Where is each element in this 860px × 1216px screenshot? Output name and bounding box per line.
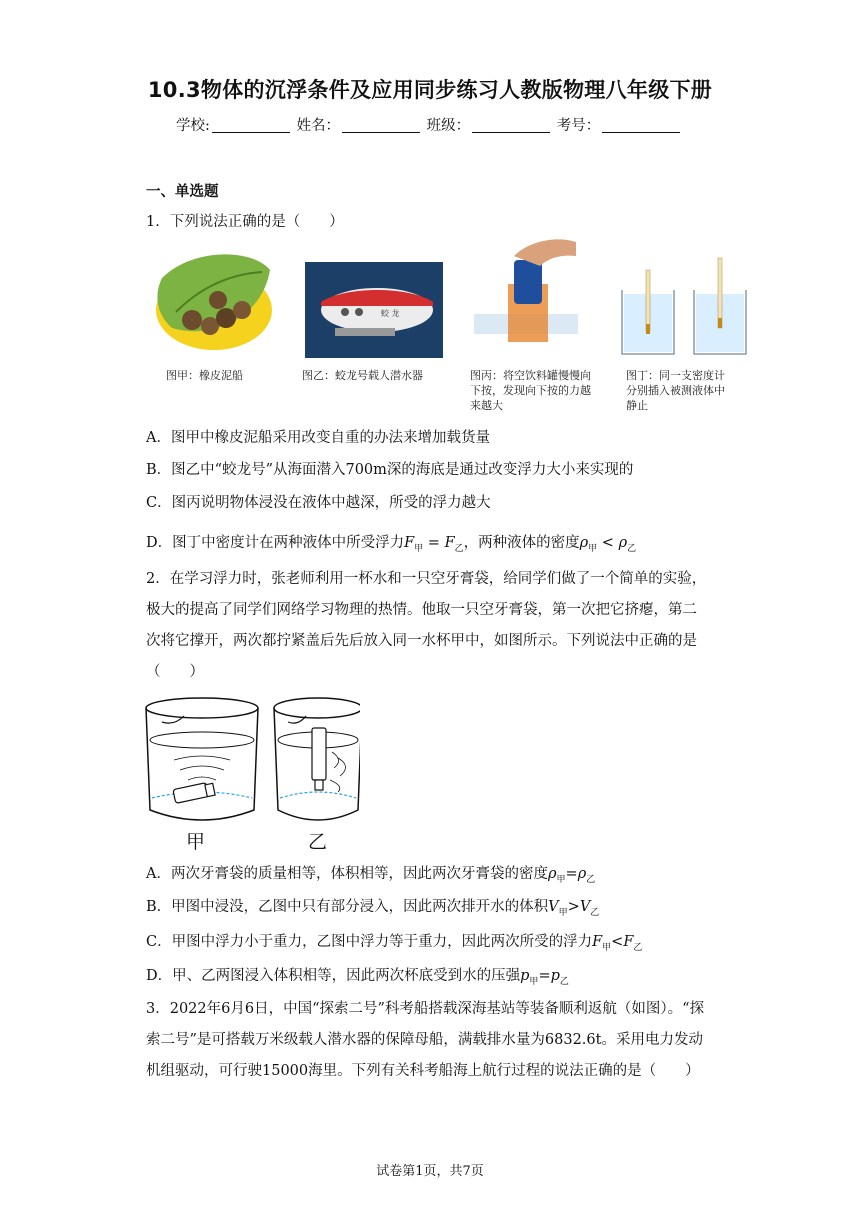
q2-option-d <box>146 964 569 987</box>
page-title: 10.3物体的沉浮条件及应用同步练习人教版物理八年级下册 <box>147 78 713 102</box>
class-label: 班级： <box>426 118 471 134</box>
q2-option-a-text: A．两次牙膏袋的质量相等，体积相等，因此两次牙膏袋的密度 <box>146 866 548 882</box>
beaker-jia-wall <box>146 708 258 820</box>
rho-jia: ρ <box>547 866 557 882</box>
figure-submersible <box>305 262 443 358</box>
q2-option-b <box>146 895 599 918</box>
sub-jia: 甲 <box>414 543 424 554</box>
drink-can <box>514 260 542 304</box>
label-yi: 乙 <box>308 831 328 853</box>
q2-option-c <box>146 930 642 953</box>
hydrometer-yi <box>718 258 722 328</box>
q3-line-2: 索二号”是可搭载万米级载人潜水器的保障母船，满载排水量为6832.6t。采用电力发动 <box>146 1032 703 1048</box>
figure-toothpaste-beakers <box>144 696 360 854</box>
sub-yi-b: 乙 <box>590 907 600 918</box>
page-footer: 试卷第1页，共7页 <box>376 1164 484 1179</box>
name-blank <box>342 118 420 133</box>
water-surface-jia <box>150 732 254 748</box>
p-jia: p <box>520 968 530 984</box>
relation-a: = <box>565 866 578 882</box>
student-info-line <box>176 114 682 135</box>
caption-a: 图甲：橡皮泥船 <box>166 369 243 382</box>
figure-can-pressed <box>470 236 582 358</box>
flattened-tube <box>173 783 209 804</box>
force-symbol: F <box>404 535 415 551</box>
q2-option-c-text: C．甲图中浮力小于重力，乙图中浮力等于重力，因此两次所受的浮力 <box>146 934 593 950</box>
p-yi: p <box>550 968 560 984</box>
submersible-skid <box>335 328 395 336</box>
q2-line-1: 2．在学习浮力时，张老师利用一杯水和一只空牙膏袋，给同学们做了一个简单的实验， <box>146 571 707 587</box>
caption-d-3: 静止 <box>626 399 648 412</box>
relation-d: = <box>538 968 551 984</box>
rho-symbol: ρ <box>579 535 589 551</box>
sub-yi: 乙 <box>454 543 464 554</box>
hydrometer-weight-jia <box>646 324 650 334</box>
water-swirl-jia <box>174 756 230 780</box>
flattened-tube-cap <box>205 783 215 796</box>
nut-3 <box>216 308 236 328</box>
sub-jia-d: 甲 <box>529 976 539 987</box>
nut-1 <box>182 310 202 330</box>
sub-jia-b: 甲 <box>558 907 568 918</box>
q2-line-2: 极大的提高了同学们网络学习物理的热情。他取一只空牙膏袋，第一次把它挤瘪，第二 <box>146 602 697 618</box>
rho-yi: ρ <box>577 866 587 882</box>
sub-yi-d: 乙 <box>559 976 569 987</box>
q2-line-4: （ ） <box>146 664 204 680</box>
less-than-sign: < <box>597 535 619 551</box>
figure-clay-boat <box>152 248 274 358</box>
q1-option-c: C．图丙说明物体浸没在液体中越深，所受的浮力越大 <box>146 495 491 511</box>
caption-b: 图乙：蛟龙号载人潜水器 <box>302 369 423 382</box>
q3-line-1: 3．2022年6月6日，中国“探索二号”科考船搭载深海基站等装备顺利返航（如图）。“探 <box>146 1001 705 1017</box>
beaker-yi-group <box>274 698 360 820</box>
f-yi: F <box>623 934 634 950</box>
caption-c-3: 来越大 <box>470 399 503 412</box>
f-jia: F <box>592 934 603 950</box>
sub-jia-2: 甲 <box>588 543 598 554</box>
caption-c-1: 图丙：将空饮料罐慢慢向 <box>470 369 591 382</box>
sub-yi-a: 乙 <box>586 874 596 885</box>
name-label: 姓名： <box>296 118 340 134</box>
sub-yi-c: 乙 <box>633 942 643 953</box>
nut-4 <box>233 301 251 319</box>
nut-5 <box>209 291 227 309</box>
beaker-jia-group <box>146 698 258 820</box>
school-blank <box>212 118 290 133</box>
v-yi: V <box>579 899 591 915</box>
port-light-2 <box>355 308 363 316</box>
inflated-tube <box>312 728 326 780</box>
exam-no-blank <box>602 118 680 133</box>
q1-option-d-text-2: ，两种液体的密度 <box>463 535 580 551</box>
q1-option-b: B．图乙中“蛟龙号”从海面潜入700m深的海底是通过改变浮力大小来实现的 <box>146 462 634 478</box>
beaker-jia-rim <box>146 698 258 718</box>
v-jia: V <box>548 899 559 915</box>
hydrometer-weight-yi <box>718 318 722 328</box>
figure-hydrometers <box>620 254 748 358</box>
bottom-edge-yi <box>280 792 356 798</box>
rho-symbol-2: ρ <box>618 535 628 551</box>
q3-line-3: 机组驱动，可行驶15000海里。下列有关科考船海上航行过程的说法正确的是（ ） <box>146 1063 700 1079</box>
equals-sign: = <box>423 535 445 551</box>
q1-stem: 1．下列说法正确的是（ ） <box>146 214 344 230</box>
sub-yi-2: 乙 <box>627 543 637 554</box>
inflated-tube-cap <box>315 780 323 790</box>
submersible-name: 蛟 龙 <box>381 309 400 318</box>
q2-option-a <box>146 862 595 885</box>
q1-option-d-text-1: D．图丁中密度计在两种液体中所受浮力 <box>146 535 405 551</box>
relation-b: > <box>567 899 580 915</box>
q1-option-d <box>146 531 636 554</box>
sub-jia-c: 甲 <box>602 942 612 953</box>
section-heading: 一、单选题 <box>146 184 219 200</box>
q3-stem <box>146 994 726 1087</box>
exam-no-label: 考号： <box>556 118 601 134</box>
label-jia: 甲 <box>186 831 206 853</box>
q2-option-b-text: B．甲图中浸没，乙图中只有部分浸入，因此两次排开水的体积 <box>146 899 549 915</box>
caption-c-2: 下按，发现向下按的力越 <box>470 384 591 397</box>
q2-stem <box>146 564 726 688</box>
caption-d-2: 分别插入被测液体中 <box>626 384 725 397</box>
water-swirl-yi <box>330 752 346 792</box>
q1-option-a: A．图甲中橡皮泥船采用改变自重的办法来增加载货量 <box>146 430 490 446</box>
force-symbol-2: F <box>444 535 455 551</box>
class-blank <box>472 118 550 133</box>
relation-c: < <box>611 934 624 950</box>
q2-line-3: 次将它撑开，两次都拧紧盖后先后放入同一水杯甲中，如图所示。下列说法中正确的是 <box>146 633 697 649</box>
port-light-1 <box>341 308 349 316</box>
beaker-yi-rim <box>274 698 360 718</box>
caption-d-1: 图丁：同一支密度计 <box>626 369 725 382</box>
school-label: 学校: <box>176 118 210 134</box>
hydrometer-jia <box>646 270 650 332</box>
q2-option-d-text: D．甲、乙两图浸入体积相等，因此两次杯底受到水的压强 <box>146 968 521 984</box>
sub-jia-a: 甲 <box>556 874 566 885</box>
